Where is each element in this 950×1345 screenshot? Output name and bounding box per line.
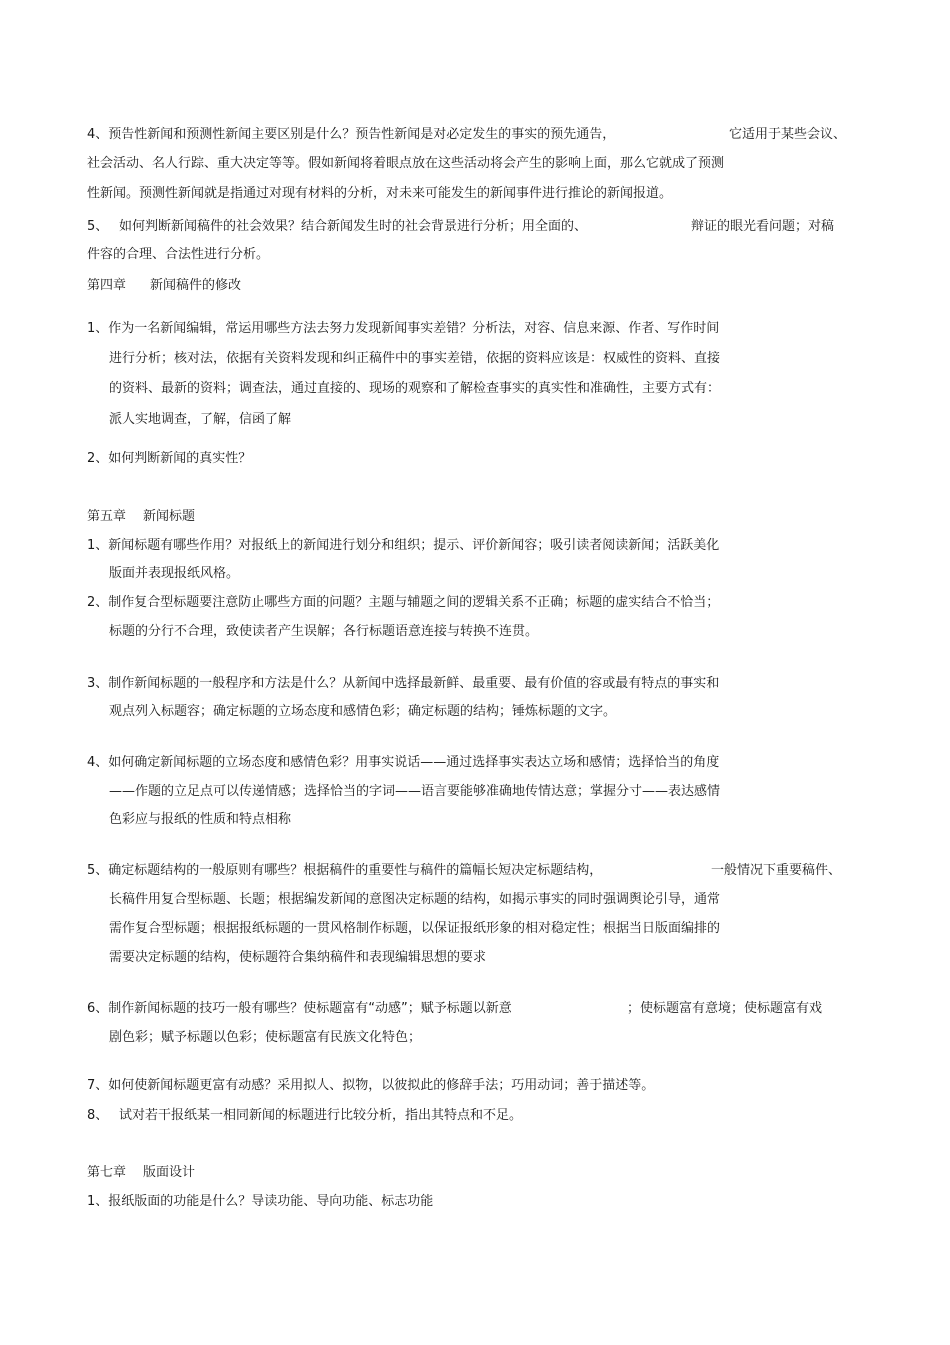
paragraph-line: 5、确定标题结构的一般原则有哪些？根据稿件的重要性与稿件的篇幅长短决定标题结构， (87, 863, 603, 878)
item-number: 8、 (87, 1108, 109, 1123)
paragraph-line: 版面并表现报纸风格。 (109, 566, 240, 581)
paragraph-line: 3、制作新闻标题的一般程序和方法是什么？从新闻中选择最新鲜、最重要、最有价值的容或最有特点的事实和 (87, 676, 720, 691)
paragraph-line: 性新闻。预测性新闻就是指通过对现有材料的分析，对未来可能发生的新闻事件进行推论的新闻报道。 (87, 186, 673, 201)
paragraph-line: 4、预告性新闻和预测性新闻主要区别是什么？预告性新闻是对必定发生的事实的预先通告， (87, 127, 616, 142)
paragraph-line: ——作题的立足点可以传递情感；选择恰当的字词——语言要能够准确地传情达意；掌握分寸——表达感情 (109, 784, 721, 799)
paragraph-line: 的资料、最新的资料；调查法，通过直接的、现场的观察和了解检查事实的真实性和准确性，主要方式有： (109, 381, 721, 396)
paragraph-line: 需作复合型标题；根据报纸标题的一贯风格制作标题，以保证报纸形象的相对稳定性；根据当日版面编排的 (109, 921, 721, 936)
paragraph-line: 它适用于某些会议、 (729, 127, 847, 142)
chapter-title: 新闻标题 (143, 509, 196, 524)
paragraph-line: 需要决定标题的结构，使标题符合集纳稿件和表现编辑思想的要求 (109, 950, 487, 965)
paragraph-line: 长稿件用复合型标题、长题；根据编发新闻的意图决定标题的结构，如揭示事实的同时强调舆论引导，通常 (109, 892, 721, 907)
chapter-heading: 第五章 (87, 509, 127, 524)
paragraph-line: 1、作为一名新闻编辑，常运用哪些方法去努力发现新闻事实差错？分析法，对容、信息来源、作者、写作时间 (87, 321, 720, 336)
paragraph-line: 剧色彩；赋予标题以色彩；使标题富有民族文化特色； (109, 1030, 422, 1045)
chapter-title: 新闻稿件的修改 (150, 278, 242, 293)
chapter-heading: 第四章 (87, 278, 127, 293)
paragraph-line: 进行分析；核对法，依据有关资料发现和纠正稿件中的事实差错，依据的资料应该是：权威性的资料、直接 (109, 351, 721, 366)
paragraph-line: 标题的分行不合理，致使读者产生误解；各行标题语意连接与转换不连贯。 (109, 624, 539, 639)
chapter-heading: 第七章 (87, 1165, 127, 1180)
paragraph-line: 如何判断新闻稿件的社会效果？结合新闻发生时的社会背景进行分析；用全面的、 (119, 219, 588, 234)
paragraph-line: 2、制作复合型标题要注意防止哪些方面的问题？主题与辅题之间的逻辑关系不正确；标题的虚实结合不恰当； (87, 595, 720, 610)
paragraph-line: 1、报纸版面的功能是什么？导读功能、导向功能、标志功能 (87, 1194, 434, 1209)
paragraph-line: 7、如何使新闻标题更富有动感？采用拟人、拟物，以彼拟此的修辞手法；巧用动词；善于描述等。 (87, 1078, 655, 1093)
paragraph-line: 社会活动、名人行踪、重大决定等等。假如新闻将着眼点放在这些活动将会产生的影响上面，那么它就成了预测 (87, 156, 725, 171)
paragraph-line: 4、如何确定新闻标题的立场态度和感情色彩？用事实说话——通过选择事实表达立场和感情；选择恰当的角度 (87, 755, 720, 770)
paragraph-line: 件容的合理、合法性进行分析。 (87, 247, 270, 262)
paragraph-line: 试对若干报纸某一相同新闻的标题进行比较分析，指出其特点和不足。 (119, 1108, 523, 1123)
paragraph-line: 2、如何判断新闻的真实性？ (87, 451, 252, 466)
paragraph-line: 6、制作新闻标题的技巧一般有哪些？使标题富有“动感”；赋予标题以新意 (87, 1001, 512, 1016)
paragraph-line: 观点列入标题容；确定标题的立场态度和感情色彩；确定标题的结构；锤炼标题的文字。 (109, 704, 617, 719)
chapter-title: 版面设计 (143, 1165, 196, 1180)
paragraph-line: 派人实地调查，了解，信函了解 (109, 412, 292, 427)
paragraph-line: ；使标题富有意境；使标题富有戏 (627, 1001, 823, 1016)
paragraph-line: 1、新闻标题有哪些作用？对报纸上的新闻进行划分和组织；提示、评价新闻容；吸引读者阅读新闻；活跃美化 (87, 538, 720, 553)
paragraph-line: 辩证的眼光看问题；对稿 (691, 219, 835, 234)
item-number: 5、 (87, 219, 109, 234)
paragraph-line: 色彩应与报纸的性质和特点相称 (109, 812, 292, 827)
paragraph-line: 一般情况下重要稿件、 (711, 863, 842, 878)
